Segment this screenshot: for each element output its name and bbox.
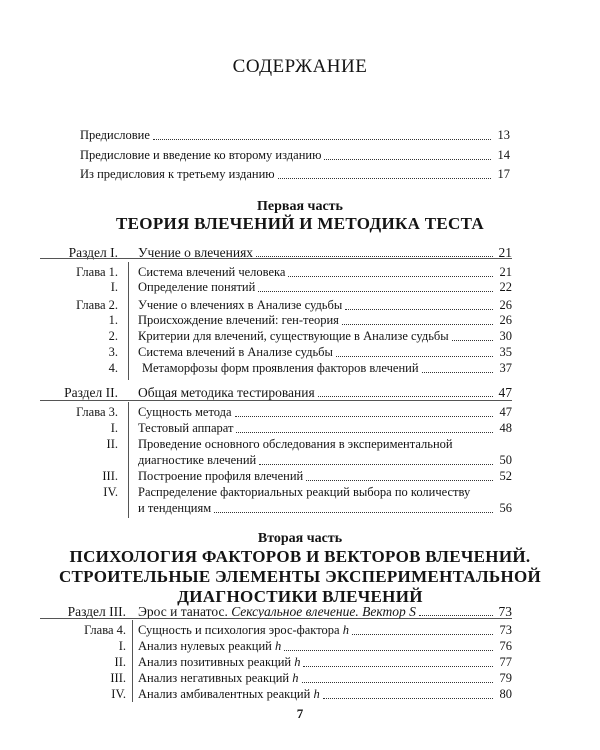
toc-entry-text: Сущность метода [138,405,232,419]
dot-leader [236,432,493,433]
item-number: I. [110,280,118,294]
toc-entry[interactable] [138,501,512,516]
section-number: Раздел III. [67,604,126,619]
toc-entry[interactable] [138,604,512,619]
part-title-line3: ДИАГНОСТИКИ ВЛЕЧЕНИЙ [177,587,423,606]
item-number: 1. [108,313,118,327]
toc-entry-text-roman: Эрос и танатос. [138,604,228,619]
toc-entry-text-italic: h [292,671,299,685]
divider [40,400,512,401]
toc-entry-text: Из предисловия к третьему изданию [80,167,275,181]
toc-entry[interactable] [138,313,512,328]
dot-leader [345,309,493,310]
toc-entry-page: 22 [499,280,512,294]
item-number: 4. [108,361,118,375]
page-title: СОДЕРЖАНИЕ [232,56,368,77]
toc-entry-text: Система влечений человека [138,265,286,279]
toc-entry[interactable] [138,265,512,280]
dot-leader [422,372,493,373]
toc-entry-text: Предисловие и введение ко второму изданию [80,148,322,162]
item-number: IV. [103,485,118,499]
dot-leader [336,356,493,357]
chapter-number: Глава 1. [76,265,118,279]
chapter-number: Глава 4. [84,623,126,637]
chapter-number: Глава 3. [76,405,118,419]
toc-entry-page: 26 [499,313,512,327]
toc-entry-page: 56 [499,501,512,515]
toc-entry-page: 13 [497,128,510,142]
toc-entry-text-line1: Проведение основного обследования в экспериментальной [138,437,453,451]
toc-entry-page: 50 [499,453,512,467]
toc-entry-text: Построение профиля влечений [138,469,304,483]
dot-leader [352,634,493,635]
toc-entry-text: Система влечений в Анализе судьбы [138,345,333,359]
section-number: Раздел II. [64,385,118,400]
toc-entry[interactable] [138,345,512,360]
dot-leader [324,159,491,160]
dot-leader [303,666,493,667]
item-number: II. [106,437,118,451]
toc-entry[interactable] [80,167,510,182]
toc-entry[interactable] [138,639,512,654]
toc-entry-text-italic: h [294,655,301,669]
toc-entry-text-italic: h [313,687,320,701]
section-number: Раздел I. [68,245,118,260]
toc-entry-text: Определение понятий [138,280,256,294]
dot-leader [288,276,493,277]
dot-leader [258,291,493,292]
part-label: Первая часть [257,199,343,214]
dot-leader [153,139,491,140]
toc-entry-text-roman: Анализ амбивалентных реакций [138,687,311,701]
toc-entry-text [138,687,320,702]
toc-entry[interactable] [138,385,512,400]
toc-entry-text [138,639,281,654]
toc-entry-page: 35 [499,345,512,359]
toc-entry-page: 73 [499,623,512,637]
column-rule [128,262,129,380]
toc-entry-text-roman: Анализ позитивных реакций [138,655,292,669]
toc-entry-text-line2: диагностике влечений [138,453,257,467]
divider [40,618,512,619]
toc-entry-text [138,655,300,670]
toc-entry-page: 30 [499,329,512,343]
item-number: I. [118,639,126,653]
dot-leader [278,178,491,179]
toc-entry[interactable] [138,687,512,702]
item-number: III. [102,469,118,483]
page-number: 7 [296,706,304,721]
dot-leader [284,650,493,651]
toc-entry-page: 14 [497,148,510,162]
item-number: 3. [108,345,118,359]
toc-entry[interactable] [138,623,512,638]
toc-entry-page: 37 [499,361,512,375]
toc-entry-text-roman: Сущность и психология эрос-фактора [138,623,340,637]
toc-entry-text: Предисловие [80,128,150,142]
toc-entry-page: 21 [498,245,512,260]
toc-entry-page: 52 [499,469,512,483]
dot-leader [256,256,493,257]
part-title: ТЕОРИЯ ВЛЕЧЕНИЙ И МЕТОДИКА ТЕСТА [116,214,484,233]
toc-entry[interactable] [138,280,512,295]
dot-leader [323,698,493,699]
toc-entry-text: Учение о влечениях в Анализе судьбы [138,298,343,312]
toc-entry-text-italic: h [342,623,349,637]
toc-entry-page: 21 [499,265,512,279]
toc-entry-text: Учение о влечениях [138,245,254,260]
toc-entry-text-italic: Сексуальное влечение. Вектор S [231,604,416,619]
dot-leader [306,480,493,481]
part-title-line1: ПСИХОЛОГИЯ ФАКТОРОВ И ВЕКТОРОВ ВЛЕЧЕНИЙ. [69,547,531,566]
divider [40,258,512,259]
toc-entry[interactable] [138,329,512,344]
toc-entry-page: 76 [499,639,512,653]
toc-entry-text [138,623,349,638]
dot-leader [419,615,493,616]
toc-entry[interactable] [138,655,512,670]
dot-leader [342,324,493,325]
item-number: 2. [108,329,118,343]
toc-entry-page: 47 [499,405,512,419]
column-rule [128,402,129,518]
toc-entry-text-line1: Распределение факториальных реакций выбора по количеству [138,485,471,499]
dot-leader [235,416,493,417]
toc-entry-page: 80 [499,687,512,701]
toc-entry-text-roman: Анализ нулевых реакций [138,639,272,653]
dot-leader [452,340,493,341]
toc-entry-page: 17 [497,167,510,181]
item-number: I. [110,421,118,435]
toc-entry-text [138,671,299,686]
toc-entry-page: 48 [499,421,512,435]
toc-entry-text [138,604,416,619]
toc-entry-page: 73 [498,604,512,619]
item-number: III. [110,671,126,685]
chapter-number: Глава 2. [76,298,118,312]
toc-entry[interactable] [138,421,512,436]
toc-entry-text-roman: Анализ негативных реакций [138,671,290,685]
part-label: Вторая часть [257,531,343,546]
toc-entry[interactable] [138,453,512,468]
part-title-line2: СТРОИТЕЛЬНЫЕ ЭЛЕМЕНТЫ ЭКСПЕРИМЕНТАЛЬНОЙ [58,567,542,586]
toc-entry-text: Метаморфозы форм проявления факторов влечений [142,361,419,375]
item-number: II. [114,655,126,669]
toc-entry-text: Тестовый аппарат [138,421,234,435]
toc-entry-text-italic: h [274,639,282,653]
toc-entry-page: 47 [498,385,512,400]
toc-entry-text: Критерии для влечений, существующие в Анализе судьбы [138,329,449,343]
dot-leader [302,682,494,683]
item-number: IV. [111,687,126,701]
dot-leader [259,464,493,465]
toc-entry-page: 77 [499,655,512,669]
toc-entry[interactable] [138,405,512,420]
toc-entry[interactable] [138,671,512,686]
toc-entry[interactable] [142,361,512,376]
toc-entry-text-line2: и тенденциям [138,501,212,515]
dot-leader [214,512,493,513]
toc-entry-page: 79 [499,671,512,685]
toc-entry-text: Общая методика тестирования [138,385,315,400]
toc-entry[interactable] [80,128,510,143]
toc-entry-page: 26 [499,298,512,312]
dot-leader [318,396,493,397]
toc-entry-text: Происхождение влечений: ген-теория [138,313,339,327]
toc-entry[interactable] [80,148,510,163]
toc-entry[interactable] [138,469,512,484]
column-rule [132,620,133,702]
toc-entry[interactable] [138,298,512,313]
